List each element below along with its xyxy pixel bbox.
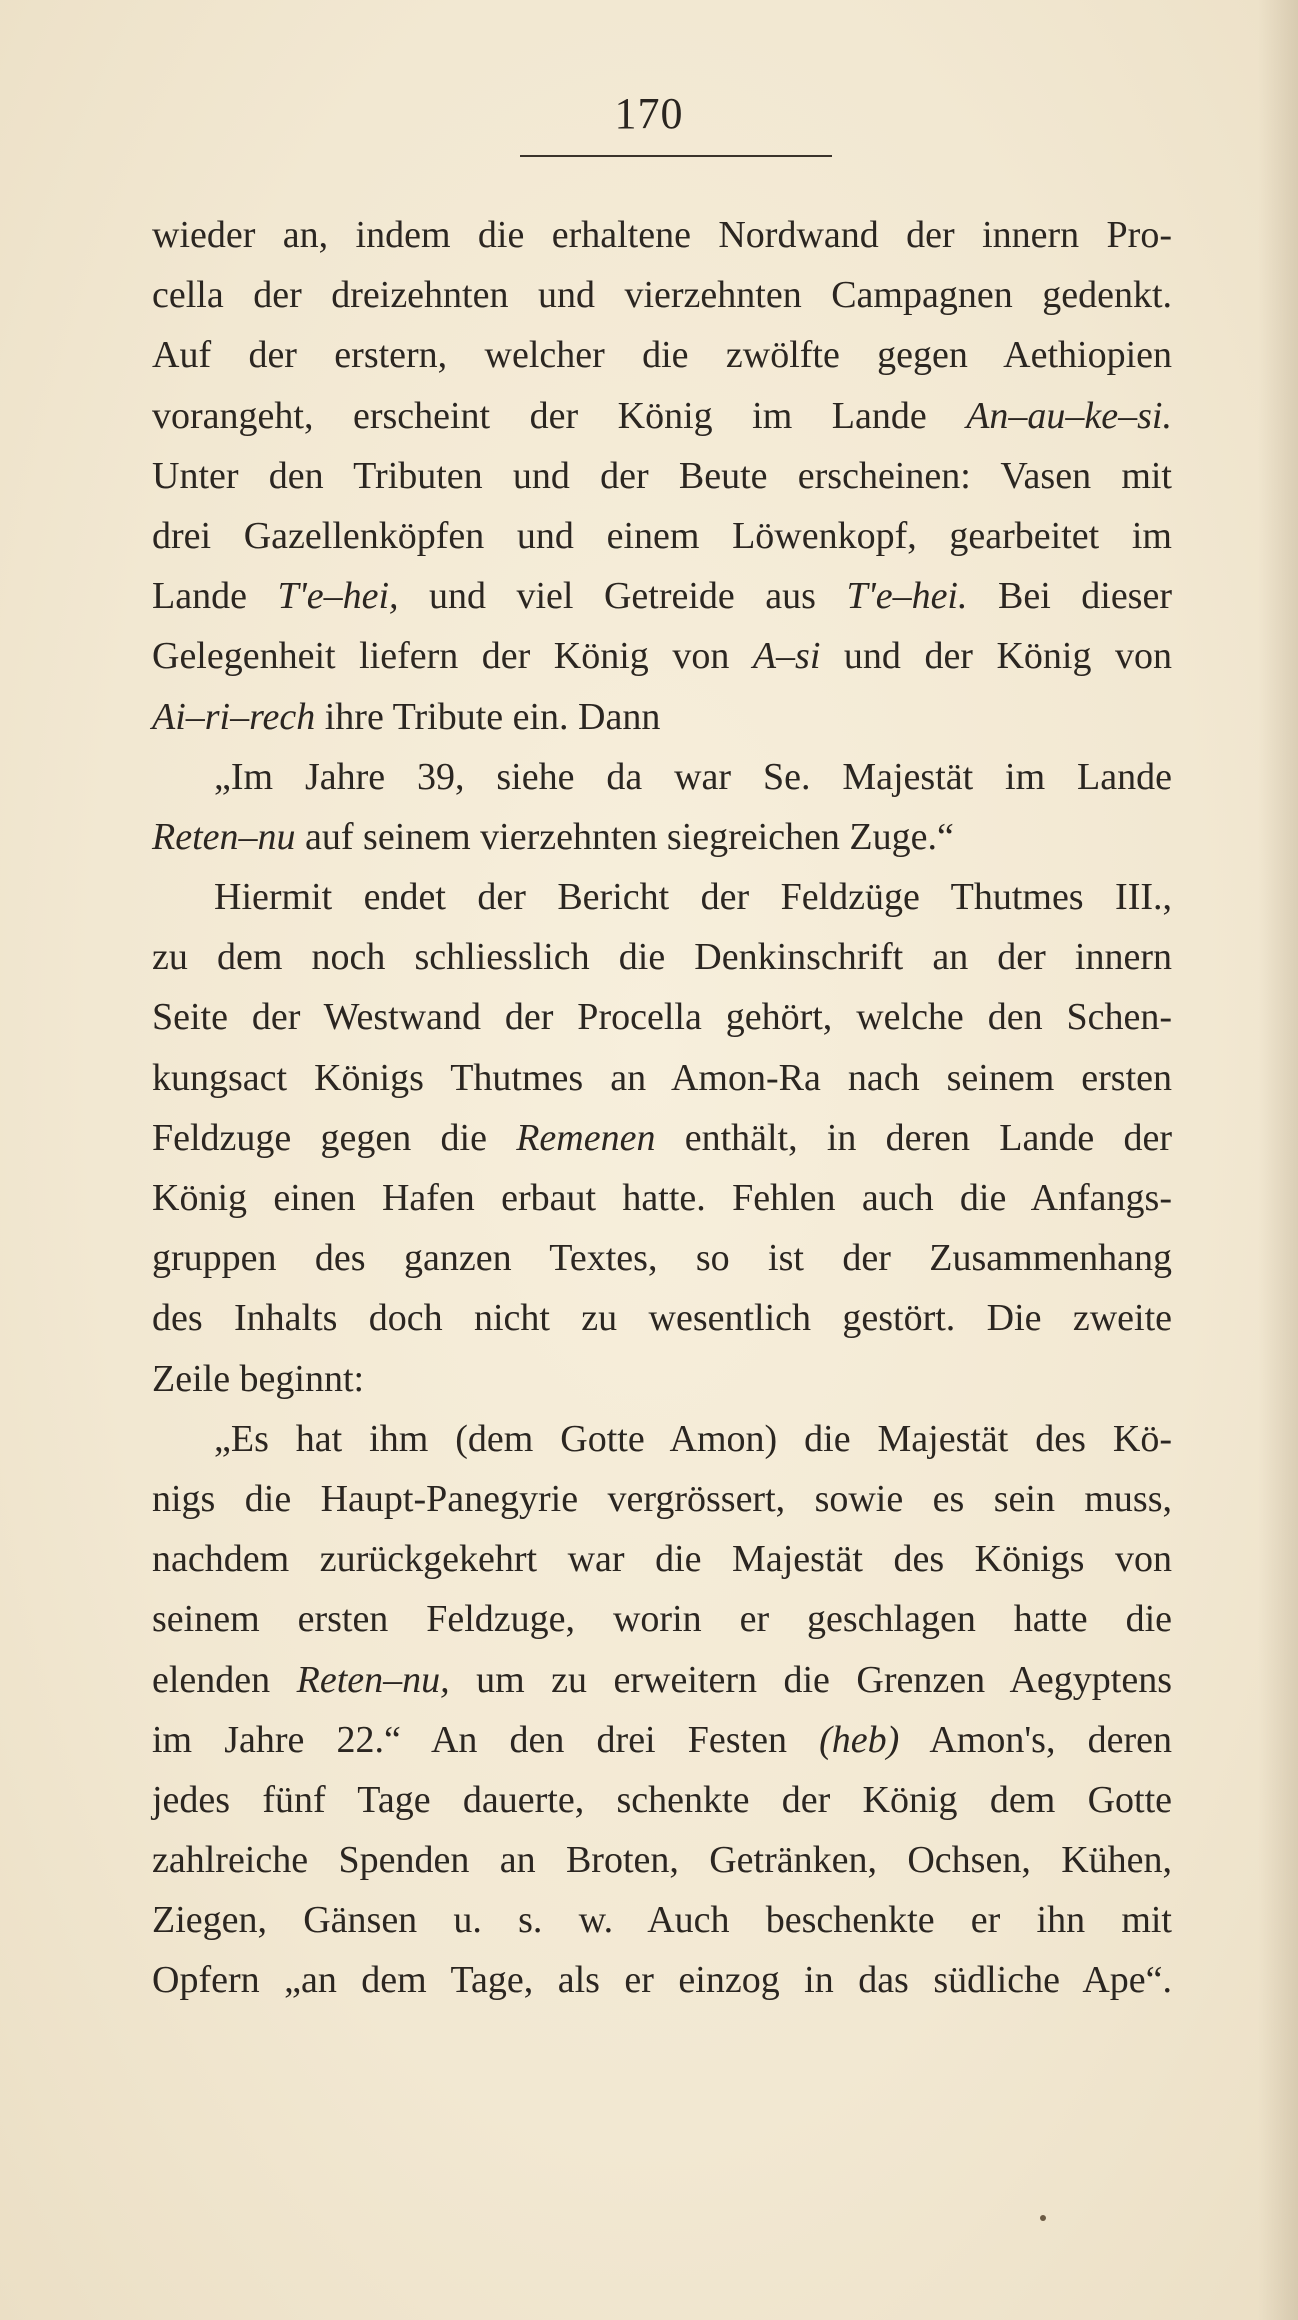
italic-term: (heb) xyxy=(819,1718,900,1761)
text-line xyxy=(152,987,1172,1047)
text-segment: Hiermit endet der Bericht der Feldzüge Thutmes III., xyxy=(214,876,1172,919)
text-segment: wieder an, indem die erhaltene Nordwand der innern Pro- xyxy=(152,214,1172,256)
text-line xyxy=(152,446,1172,506)
italic-term: Reten–nu xyxy=(152,815,296,858)
text-line xyxy=(152,1770,1172,1830)
text-line xyxy=(152,205,1172,265)
text-segment: und viel Getreide aus xyxy=(398,575,847,618)
text-segment: des Inhalts doch nicht zu wesentlich gestört. Die zweite xyxy=(152,1297,1172,1340)
text-segment: Amon's, deren xyxy=(899,1718,1172,1761)
text-line xyxy=(152,687,1172,747)
text-line xyxy=(152,1529,1172,1589)
text-segment: im Jahre 22.“ An den drei Festen xyxy=(152,1718,820,1761)
text-line xyxy=(152,1710,1172,1770)
text-segment: seinem ersten Feldzuge, worin er geschlagen hatte die xyxy=(152,1598,1172,1641)
italic-term: Ai–ri–rech xyxy=(152,695,316,738)
text-line xyxy=(152,1830,1172,1890)
text-segment: Bei dieser xyxy=(967,575,1172,618)
text-line xyxy=(152,927,1172,987)
text-segment: nachdem zurückgekehrt war die Majestät des Königs von xyxy=(152,1538,1172,1581)
text-line xyxy=(152,626,1172,686)
text-line xyxy=(152,566,1172,626)
text-line xyxy=(152,1589,1172,1649)
page-number: 170 xyxy=(614,89,684,138)
text-segment: drei Gazellenköpfen und einem Löwenkopf, gearbeitet im xyxy=(152,514,1172,557)
text-segment: und der König von xyxy=(820,635,1172,678)
text-segment: nigs die Haupt-Panegyrie vergrössert, sowie es sein muss, xyxy=(152,1477,1172,1520)
text-line xyxy=(152,386,1172,446)
text-line xyxy=(152,265,1172,325)
text-segment: vorangeht, erscheint der König im Lande xyxy=(152,394,967,437)
text-line xyxy=(152,1469,1172,1529)
text-line xyxy=(152,1349,1172,1409)
text-line xyxy=(152,1950,1172,2010)
text-segment: Opfern „an dem Tage, als er einzog in das südliche Ape“. xyxy=(152,1959,1172,2002)
page-edge-shadow xyxy=(1258,0,1298,2320)
text-segment: kungsact Königs Thutmes an Amon-Ra nach seinem ersten xyxy=(152,1056,1172,1099)
text-segment: Ziegen, Gänsen u. s. w. Auch beschenkte er ihn mit xyxy=(152,1899,1172,1942)
text-segment: Seite der Westwand der Procella gehört, welche den Schen- xyxy=(152,996,1172,1039)
text-segment: „Im Jahre 39, siehe da war Se. Majestät im Lande xyxy=(214,755,1172,798)
text-segment: „Es hat ihm (dem Gotte Amon) die Majestät des Kö- xyxy=(214,1417,1172,1460)
italic-term: Remenen xyxy=(516,1116,656,1159)
text-line xyxy=(152,1288,1172,1348)
text-segment: auf seinem vierzehnten siegreichen Zuge.“ xyxy=(295,815,954,858)
text-segment: zahlreiche Spenden an Broten, Getränken, Ochsen, Kühen, xyxy=(152,1839,1172,1882)
text-segment: ihre Tribute ein. Dann xyxy=(315,695,661,738)
text-segment: um zu erweitern die Grenzen Aegyptens xyxy=(449,1658,1172,1701)
text-line xyxy=(152,747,1172,807)
text-line xyxy=(152,867,1172,927)
italic-term: T'e–hei. xyxy=(846,575,968,618)
text-segment: Unter den Tributen und der Beute erscheinen: Vasen mit xyxy=(152,454,1172,497)
text-segment: gruppen des ganzen Textes, so ist der Zusammenhang xyxy=(152,1237,1172,1280)
italic-term: Reten–nu, xyxy=(296,1658,450,1701)
italic-term: A–si xyxy=(752,635,821,678)
text-segment: enthält, in deren Lande der xyxy=(655,1116,1172,1159)
text-segment: König einen Hafen erbaut hatte. Fehlen auch die Anfangs- xyxy=(152,1177,1172,1219)
text-line xyxy=(152,1409,1172,1469)
text-line xyxy=(152,1890,1172,1950)
text-segment: Auf der erstern, welcher die zwölfte gegen Aethiopien xyxy=(152,334,1172,377)
text-line xyxy=(152,1048,1172,1108)
page-header xyxy=(0,88,1298,139)
text-segment: Zeile beginnt: xyxy=(152,1357,365,1400)
text-line xyxy=(152,1650,1172,1710)
paper-speck xyxy=(1040,2215,1046,2221)
body-text xyxy=(152,205,1172,2011)
text-line xyxy=(152,325,1172,385)
text-line xyxy=(152,1168,1172,1228)
text-segment: Gelegenheit liefern der König von xyxy=(152,635,753,678)
italic-term: T'e–hei, xyxy=(277,575,399,618)
text-segment: Lande xyxy=(152,575,278,618)
text-line xyxy=(152,1228,1172,1288)
text-segment: elenden xyxy=(152,1658,297,1701)
text-line xyxy=(152,506,1172,566)
header-rule xyxy=(520,155,832,157)
text-line xyxy=(152,807,1172,867)
italic-term: An–au–ke–si. xyxy=(966,394,1172,437)
text-segment: Feldzuge gegen die xyxy=(152,1116,517,1159)
text-segment: jedes fünf Tage dauerte, schenkte der König dem Gotte xyxy=(152,1778,1172,1821)
text-line xyxy=(152,1108,1172,1168)
text-segment: zu dem noch schliesslich die Denkinschrift an der innern xyxy=(152,936,1172,979)
text-segment: cella der dreizehnten und vierzehnten Campagnen gedenkt. xyxy=(152,274,1172,317)
